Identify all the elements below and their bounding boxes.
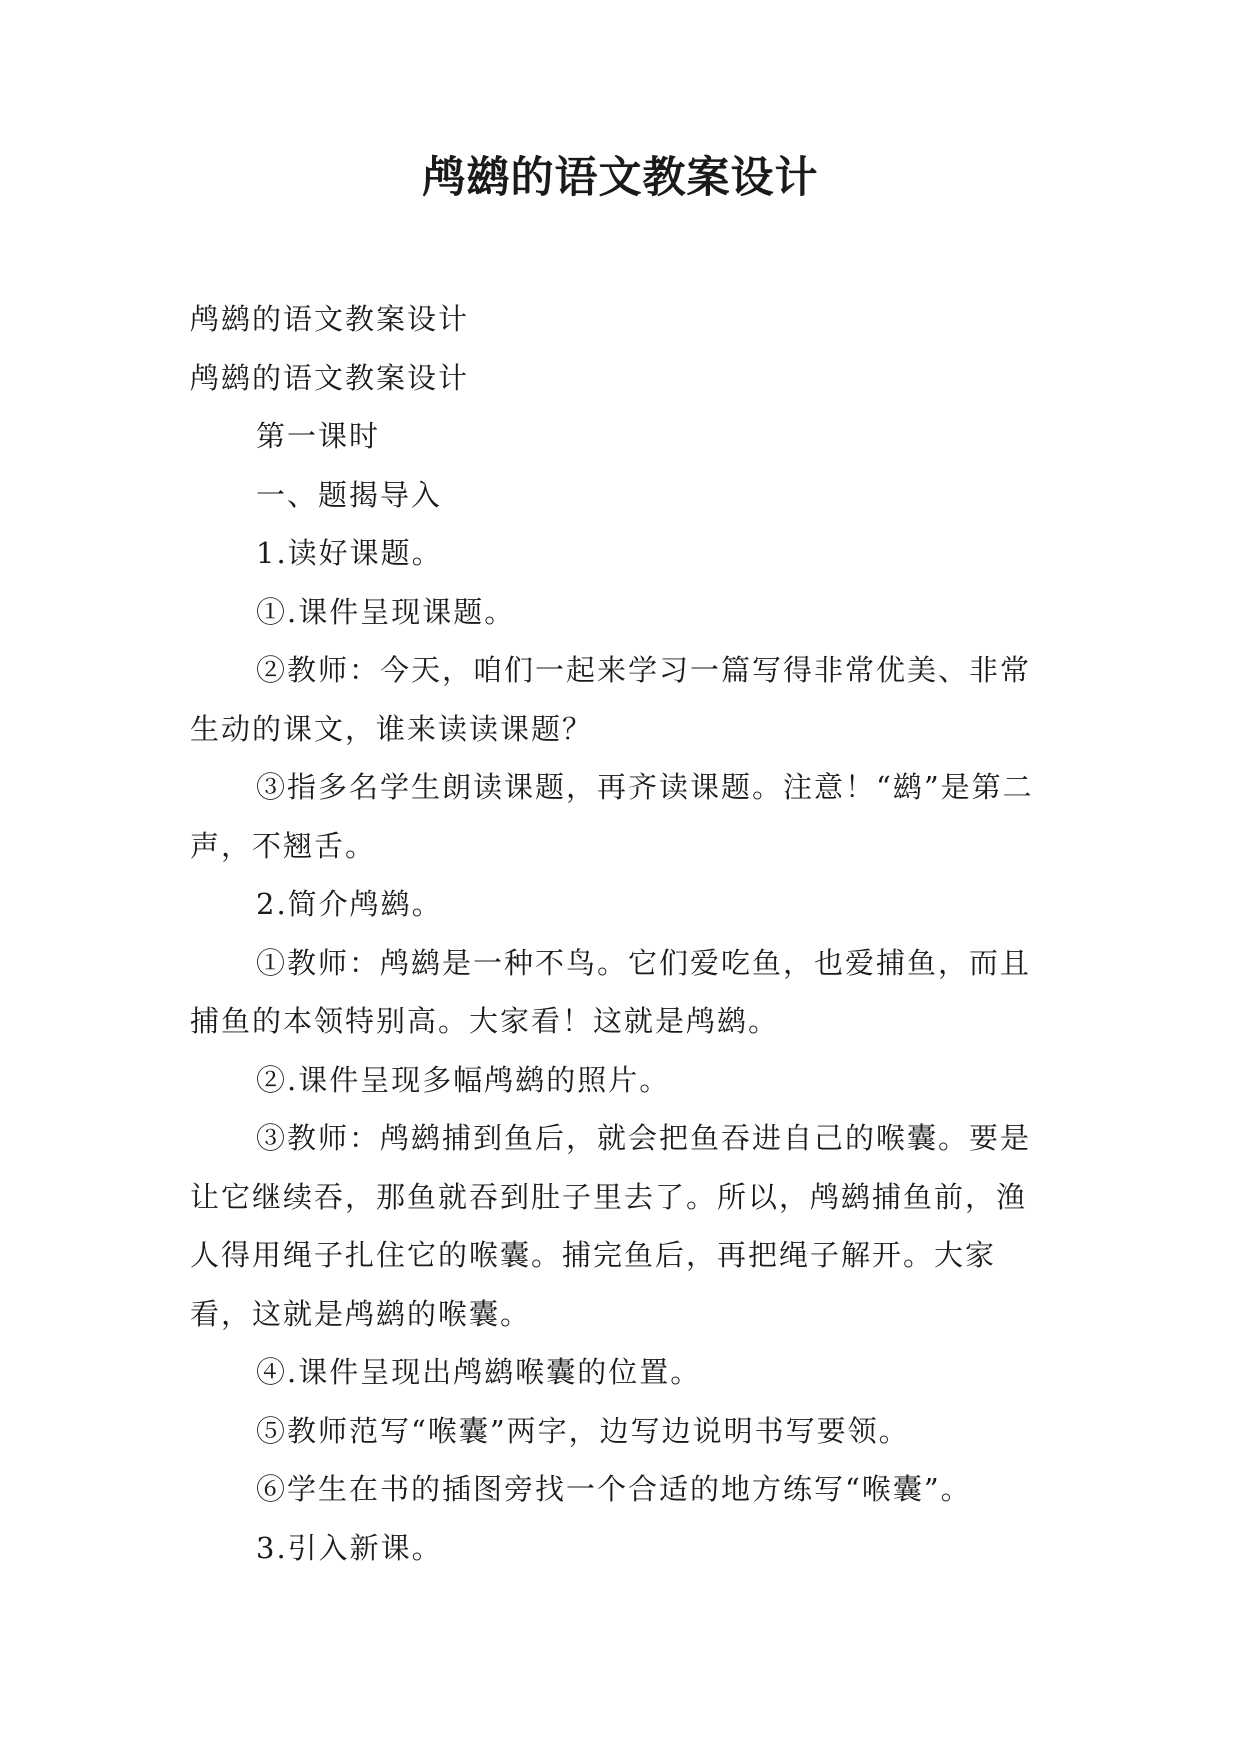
- sub-step: ①.课件呈现课题。: [256, 594, 516, 629]
- body-paragraph: 鸬鹚的语文教案设计: [190, 360, 470, 395]
- section-heading: 一、题揭导入: [256, 477, 443, 512]
- sub-step: ②教师：今天，咱们一起来学习一篇写得非常优美、非常生动的课文，谁来读读课题？: [190, 653, 1032, 746]
- sub-step: ①教师：鸬鹚是一种不鸟。它们爱吃鱼，也爱捕鱼，而且捕鱼的本领特别高。大家看！这就是鸬鹚。: [190, 945, 1032, 1038]
- sub-step: ②.课件呈现多幅鸬鹚的照片。: [256, 1062, 671, 1097]
- sub-step: ⑥学生在书的插图旁找一个合适的地方练写“喉囊”。: [256, 1472, 972, 1506]
- numbered-step: 3.引入新课。: [256, 1530, 443, 1565]
- sub-step: ③指多名学生朗读课题，再齐读课题。注意！“鹚”是第二声，不翘舌。: [190, 770, 1034, 863]
- sub-step: ④.课件呈现出鸬鹚喉囊的位置。: [256, 1355, 702, 1389]
- document-body: [190, 290, 1050, 1577]
- sub-step: ⑤教师范写“喉囊”两字，边写边说明书写要领。: [256, 1413, 910, 1448]
- document-title: 鸬鹚的语文教案设计: [422, 153, 819, 203]
- numbered-step: 1.读好课题。: [256, 536, 443, 570]
- sub-step: ③教师：鸬鹚捕到鱼后，就会把鱼吞进自己的喉囊。要是让它继续吞，那鱼就吞到肚子里去了。所以，鸬鹚捕鱼前，渔人得用绳子扎住它的喉囊。捕完鱼后，再把绳子解开。大家看，这就是鸬鹚的喉囊。: [190, 1121, 1032, 1331]
- numbered-step: 2.简介鸬鹚。: [256, 887, 443, 921]
- lesson-period-heading: 第一课时: [256, 419, 381, 453]
- body-paragraph: 鸬鹚的语文教案设计: [190, 302, 470, 336]
